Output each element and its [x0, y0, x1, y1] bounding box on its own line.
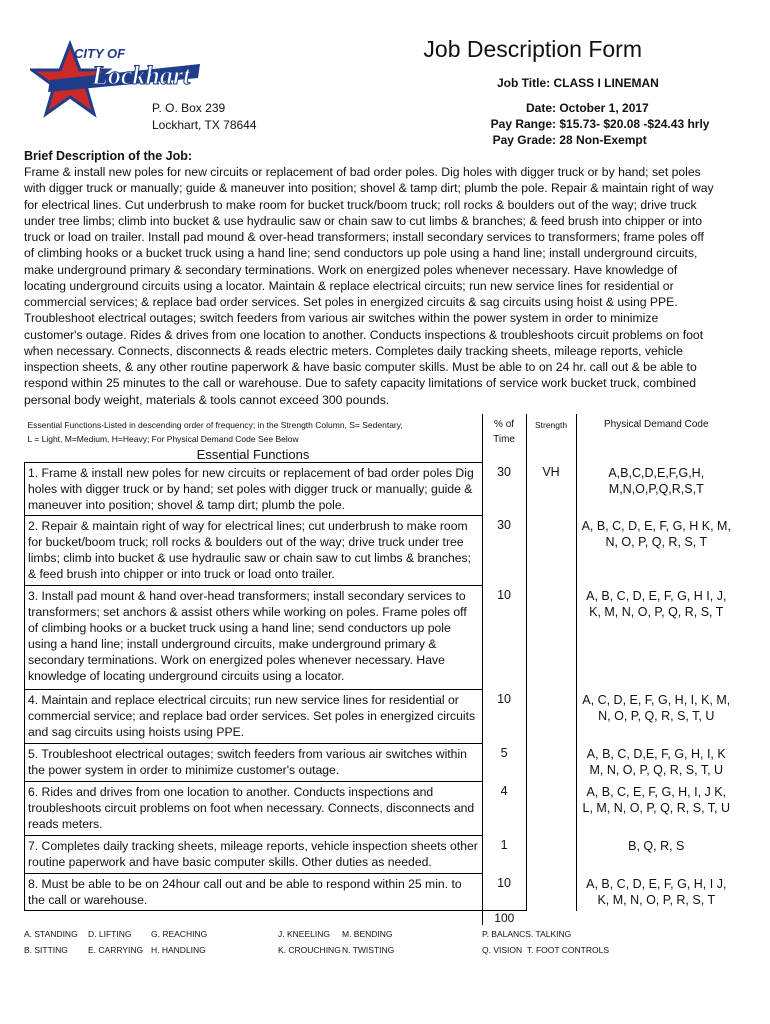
logo-text-top: CITY OF — [74, 46, 126, 61]
table-intro-2: L = Light, M=Medium, H=Heavy; For Physical Demand Code See Below — [27, 434, 299, 444]
table-row — [25, 463, 737, 516]
task-text: 2. Repair & maintain right of way for electrical lines; cut underbrush to make room for bucket/boom truck; roll rocks & boulders out of the way; drive truck under tree limbs; climb into bucket & use hydraulic saw or chain saw to cut limbs & branches; & feed brush into chipper or into truck or load onto trailer. — [25, 516, 483, 586]
brief-heading: Brief Description of the Job: — [24, 149, 193, 163]
table-row — [25, 744, 737, 782]
table-row — [25, 516, 737, 586]
task-text: 7. Completes daily tracking sheets, mileage reports, vehicle inspection sheets other routine paperwork and have basic computer skills. Other duties as needed. — [25, 836, 483, 874]
pay-grade-row — [484, 133, 647, 147]
date-row — [484, 101, 649, 115]
task-pct: 5 — [482, 744, 526, 782]
task-strength — [526, 836, 576, 874]
table-intro-1: Essential Functions-Listed in descending order of frequency; in the Strength Column, S= Sedentary, — [27, 420, 403, 430]
legend-item: G. REACHING — [151, 929, 208, 939]
form-title: Job Description Form — [423, 36, 642, 62]
legend-item: H. HANDLING — [151, 945, 206, 955]
pay-range-value: $15.73- $20.08 -$24.43 hrly — [559, 117, 710, 131]
table-row — [25, 782, 737, 836]
task-pct: 1 — [482, 836, 526, 874]
task-pct: 10 — [482, 690, 526, 744]
task-text: 4. Maintain and replace electrical circuits; run new service lines for residential or commercial service; and replace bad order services. Set poles in energized circuits and sag circuits using hoists using PPE. — [25, 690, 483, 744]
task-strength: VH — [526, 463, 576, 516]
task-text: 6. Rides and drives from one location to another. Conducts inspections and troubleshoots circuit problems on foot when necessary. Connects, disconnects and reads meters. — [25, 782, 483, 836]
task-pct: 10 — [482, 586, 526, 690]
essential-functions-table — [24, 414, 736, 925]
table-row — [25, 874, 737, 911]
task-pct: 10 — [482, 874, 526, 911]
job-title-label: Job Title: — [497, 76, 551, 90]
col-header-pct: % of — [482, 414, 526, 432]
pay-range-row — [484, 117, 709, 131]
task-strength — [526, 782, 576, 836]
legend-item: N. TWISTING — [342, 945, 395, 955]
address-line-2: Lockhart, TX 78644 — [152, 118, 257, 132]
col-header-pdc: Physical Demand Code — [576, 414, 736, 432]
date-value: October 1, 2017 — [559, 101, 649, 115]
legend-item: A. STANDING — [24, 929, 78, 939]
task-text: 8. Must be able to be on 24hour call out and be able to respond within 25 min. to the call or warehouse. — [25, 874, 483, 911]
logo-text-main: Lockhart — [92, 61, 191, 90]
pay-grade-label: Pay Grade: — [492, 133, 556, 147]
legend-item: M. BENDING — [342, 929, 393, 939]
pay-grade-value: 28 Non-Exempt — [559, 133, 647, 147]
col-header-strength: Strength — [526, 414, 576, 432]
task-demand-code: B, Q, R, S — [576, 836, 736, 874]
task-demand-code: A, B, C, E, F, G, H, I, J K, L, M, N, O, P, Q, R, S, T, U — [576, 782, 736, 836]
task-demand-code: A,B,C,D,E,F,G,H, M,N,O,P,Q,R,S,T — [576, 463, 736, 516]
legend-item: P. BALANCS. TALKING — [482, 929, 572, 939]
legend-item: D. LIFTING — [88, 929, 132, 939]
brief-description: Frame & install new poles for new circuits or replacement of bad order poles. Dig holes with digger truck or by hand; set poles with digger truck or manually; guide & maneuver into position; shovel & tamp dirt; plumb the pole. Repair & maintain right of way for electrical lines. Cut underbrush to make room for bucket truck/boom truck; roll rocks & boulders out of the way; drive truck under tree limbs; climb into bucket & use hydraulic saw or chain saw to cut limbs & branches; & feed brush into chipper or into truck or load on trailer. Install pad mound & over-head transformers; install secondary services to transformers; frame poles off of climbing hooks or a bucket truck using a hand line; send conductors up pole using a hand line; install underground circuits, make underground primary & secondary terminations. Work on energized poles whenever necessary. Have knowledge of locating underground circuits using a locator. Maintain & replace electrical circuits; run new service lines for residential or commercial services; & replace bad order services. Set poles in energized circuits & sag circuits using hoist & using PPE. Troubleshoot electrical outages; switch feeders from various air switches within the power system in order to minimize customer's outage. Rides & drives from one location to another. Conducts inspections & troubleshoots circuit problems on foot when necessary. Connects, disconnects & reads electric meters. Completes daily tracking sheets, mileage reports, vehicle inspection sheets, & any other routine paperwork & have basic computer skills. Must be able to on 24 hr. call out & be able to respond within 25 minutes to the call or warehouse. Due to safety capacity limitations of service work bucket truck, combined personal body weight, materials & tools cannot exceed 300 pounds. — [24, 165, 714, 407]
table-row — [25, 586, 737, 690]
task-strength — [526, 744, 576, 782]
job-title-row — [497, 76, 659, 90]
col-header-time: Time — [482, 432, 526, 447]
task-demand-code: A, B, C, D, E, F, G, H, I J, K, M, N, O, P, R, S, T — [576, 874, 736, 911]
legend-item: E. CARRYING — [88, 945, 144, 955]
task-strength — [526, 690, 576, 744]
task-strength — [526, 874, 576, 911]
task-demand-code: A, B, C, D, E, F, G, H I, J, K, M, N, O, P, Q, R, S, T — [576, 586, 736, 690]
task-pct: 30 — [482, 516, 526, 586]
task-pct: 30 — [482, 463, 526, 516]
task-demand-code: A, B, C, D,E, F, G, H, I, K M, N, O, P, Q, R, S, T, U — [576, 744, 736, 782]
task-demand-code: A, C, D, E, F, G, H, I, K, M, N, O, P, Q, R, S, T, U — [576, 690, 736, 744]
task-pct: 4 — [482, 782, 526, 836]
task-demand-code: A, B, C, D, E, F, G, H K, M, N, O, P, Q, R, S, T — [576, 516, 736, 586]
pay-range-label: Pay Range: — [490, 117, 556, 131]
legend-item: J. KNEELING — [278, 929, 330, 939]
task-strength — [526, 516, 576, 586]
essential-functions-heading: Essential Functions — [196, 447, 310, 462]
date-label: Date: — [525, 101, 556, 115]
task-text: 5. Troubleshoot electrical outages; switch feeders from various air switches within the power system in order to minimize customer's outage. — [25, 744, 483, 782]
task-text: 3. Install pad mount & hand over-head transformers; install secondary services to transformers; set anchors & assist others while working on poles. Frame poles off of climbing hooks or a bucket truck using a hand line; send conductors up pole using a hand line; install underground circuits, make underground primary & secondary terminations. Work on energized poles whenever necessary. Have knowledge of locating underground circuits using a locator. — [25, 586, 483, 690]
job-title-value: CLASS I LINEMAN — [553, 76, 659, 90]
table-row — [25, 690, 737, 744]
legend-item: Q. VISION — [482, 945, 523, 955]
table-row — [25, 836, 737, 874]
legend-item: T. FOOT CONTROLS — [527, 945, 610, 955]
address-line-1: P. O. Box 239 — [152, 101, 226, 115]
task-strength — [526, 586, 576, 690]
legend-item: B. SITTING — [24, 945, 68, 955]
task-text: 1. Frame & install new poles for new circuits or replacement of bad order poles Dig holes with digger truck or by hand; set poles with digger truck or manually; guide & maneuver into position; shovel & tamp dirt; plumb the pole. — [25, 463, 483, 516]
legend-item: K. CROUCHING — [278, 945, 341, 955]
total-pct: 100 — [482, 911, 526, 926]
